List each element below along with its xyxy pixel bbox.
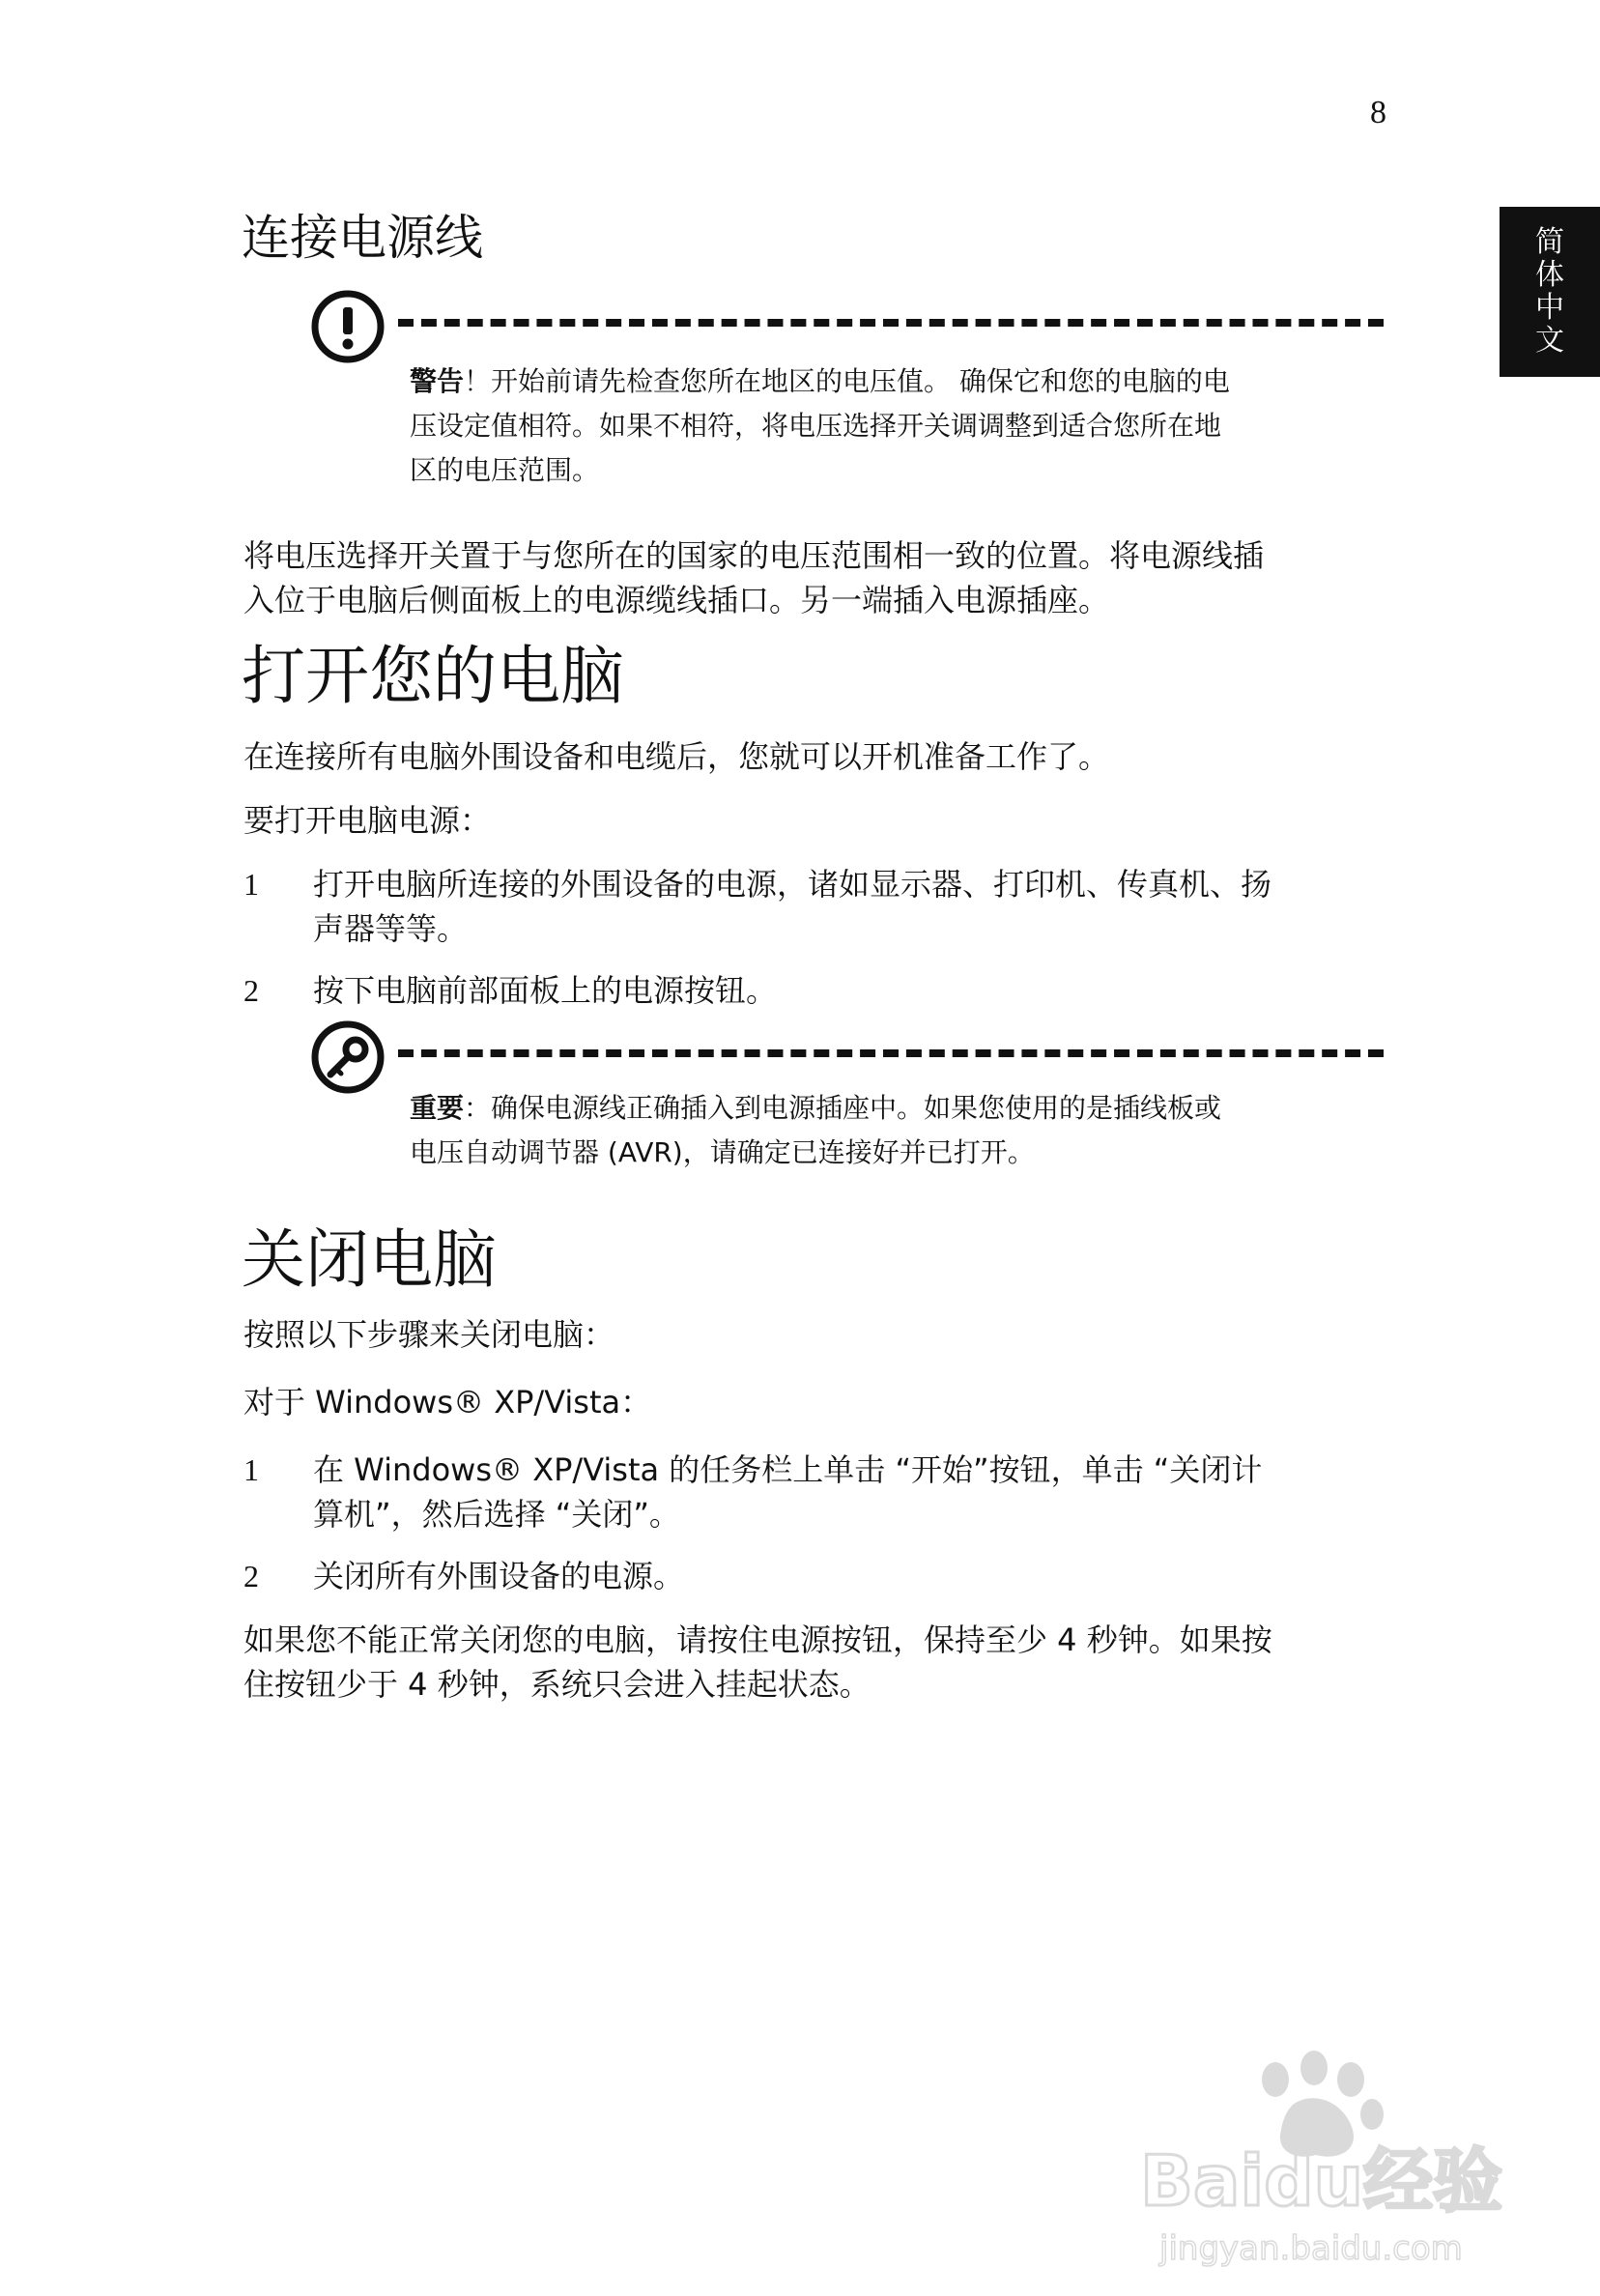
power-off-intro: 按照以下步骤来关闭电脑：	[243, 1316, 615, 1353]
step-line: 在 Windows® XP/Vista 的任务栏上单击 “开始”按钮，单击 “关闭计	[313, 1451, 1263, 1488]
step-line: 打开电脑所连接的外围设备的电源，诸如显示器、打印机、传真机、扬	[313, 866, 1272, 903]
important-line: 电压自动调节器 (AVR)，请确定已连接好并已打开。	[410, 1136, 1035, 1168]
step-number: 1	[243, 867, 259, 902]
warning-line: 压设定值相符。如果不相符，将电压选择开关调调整到适合您所在地	[410, 410, 1222, 442]
section-title-power-off: 关闭电脑	[242, 1222, 497, 1297]
important-punct: ：	[464, 1092, 492, 1124]
power-on-lead: 要打开电脑电源：	[243, 802, 492, 839]
warning-divider	[398, 319, 1384, 327]
side-tab-char: 中	[1535, 291, 1564, 325]
power-cord-paragraph	[243, 533, 1393, 622]
warning-line	[410, 359, 1376, 404]
watermark-brand: Baidu经验	[1140, 2140, 1502, 2222]
power-on-intro: 在连接所有电脑外围设备和电缆后，您就可以开机准备工作了。	[243, 738, 1110, 775]
paragraph-line: 将电压选择开关置于与您所在的国家的电压范围相一致的位置。将电源线插	[243, 537, 1265, 574]
important-divider-line	[398, 1049, 1384, 1057]
language-side-tab	[1500, 207, 1600, 377]
warning-punct: ！	[464, 365, 492, 397]
important-note	[410, 1086, 1376, 1175]
power-off-step-2: 关闭所有外围设备的电源。	[313, 1558, 685, 1594]
step-number: 2	[243, 1559, 259, 1593]
section-title-power-on: 打开您的电脑	[242, 639, 624, 713]
step-line: 声器等等。	[313, 910, 469, 947]
page-number: 8	[1370, 95, 1386, 130]
important-line	[410, 1086, 1376, 1131]
step-number: 2	[243, 973, 259, 1008]
paragraph-line: 住按钮少于 4 秒钟，系统只会进入挂起状态。	[243, 1666, 871, 1703]
warning-note	[410, 359, 1376, 493]
paragraph-line: 如果您不能正常关闭您的电脑，请按住电源按钮，保持至少 4 秒钟。如果按	[243, 1622, 1272, 1658]
side-tab-char: 体	[1535, 258, 1564, 292]
warning-line: 区的电压范围。	[410, 454, 600, 486]
power-on-step-1	[313, 862, 1395, 951]
baidu-watermark-logo	[1130, 2041, 1507, 2273]
section-title-power-cord: 连接电源线	[242, 210, 483, 266]
important-label: 重要	[410, 1092, 465, 1124]
exclamation-circle-icon	[309, 288, 386, 365]
warning-label: 警告	[410, 365, 465, 397]
power-on-step-2: 按下电脑前部面板上的电源按钮。	[313, 972, 778, 1009]
power-off-paragraph	[243, 1618, 1393, 1707]
step-line: 算机”，然后选择 “关闭”。	[313, 1496, 680, 1533]
important-text: 确保电源线正确插入到电源插座中。如果您使用的是插线板或	[491, 1092, 1222, 1124]
side-tab-char: 简	[1535, 225, 1564, 259]
step-number: 1	[243, 1452, 259, 1487]
power-off-step-1	[313, 1448, 1395, 1536]
warning-text: 开始前请先检查您所在地区的电压值。 确保它和您的电脑的电	[491, 365, 1230, 397]
paragraph-line: 入位于电脑后侧面板上的电源缆线插口。另一端插入电源插座。	[243, 582, 1110, 618]
power-off-windows: 对于 Windows® XP/Vista：	[243, 1384, 652, 1421]
key-circle-icon	[309, 1019, 386, 1096]
side-tab-char: 文	[1535, 324, 1564, 358]
watermark-url: jingyan.baidu.com	[1159, 2229, 1463, 2268]
